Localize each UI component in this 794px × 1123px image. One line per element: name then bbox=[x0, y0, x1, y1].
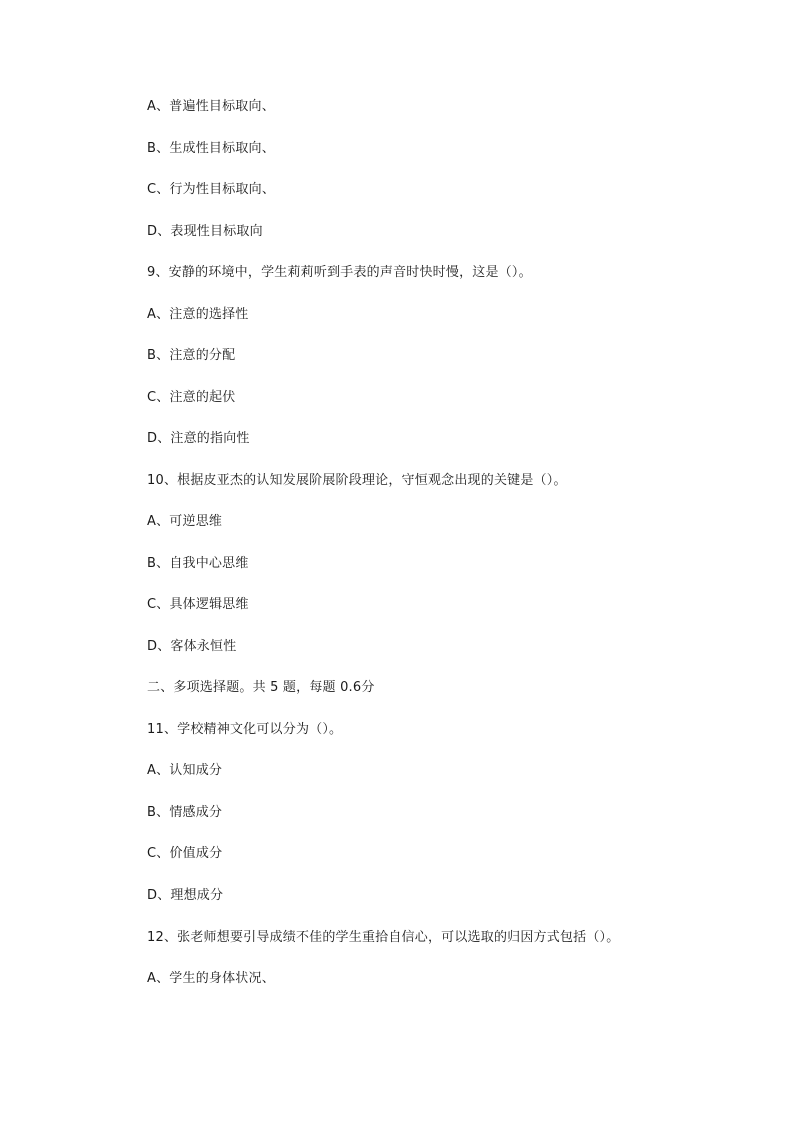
q10-option-d: D、客体永恒性 bbox=[147, 639, 237, 654]
question-10: 10、根据皮亚杰的认知发展阶展阶段理论，守恒观念出现的关键是（）。 bbox=[147, 473, 567, 488]
q11-option-a: A、认知成分 bbox=[147, 763, 223, 778]
q10-option-c: C、具体逻辑思维 bbox=[147, 597, 249, 612]
question-12: 12、张老师想要引导成绩不佳的学生重拾自信心，可以选取的归因方式包括（）。 bbox=[147, 930, 620, 945]
question-9: 9、安静的环境中，学生莉莉听到手表的声音时快时慢，这是（）。 bbox=[147, 265, 532, 280]
option-c-behavioral-goal: C、行为性目标取向、 bbox=[147, 182, 276, 197]
q11-option-c: C、价值成分 bbox=[147, 846, 223, 861]
q9-option-c: C、注意的起伏 bbox=[147, 390, 236, 405]
q10-option-b: B、自我中心思维 bbox=[147, 556, 249, 571]
q11-option-d: D、理想成分 bbox=[147, 888, 224, 903]
question-11: 11、学校精神文化可以分为（）。 bbox=[147, 722, 343, 737]
option-b-generative-goal: B、生成性目标取向、 bbox=[147, 141, 275, 156]
q12-option-a: A、学生的身体状况、 bbox=[147, 971, 275, 986]
option-d-expressive-goal: D、表现性目标取向 bbox=[147, 224, 263, 239]
option-a-universal-goal: A、普遍性目标取向、 bbox=[147, 99, 275, 114]
q9-option-d: D、注意的指向性 bbox=[147, 431, 250, 446]
q11-option-b: B、情感成分 bbox=[147, 805, 223, 820]
q9-option-a: A、注意的选择性 bbox=[147, 307, 249, 322]
q10-option-a: A、可逆思维 bbox=[147, 514, 223, 529]
section-heading-multiple-choice: 二、多项选择题。共 5 题，每题 0.6分 bbox=[147, 680, 375, 695]
q9-option-b: B、注意的分配 bbox=[147, 348, 236, 363]
